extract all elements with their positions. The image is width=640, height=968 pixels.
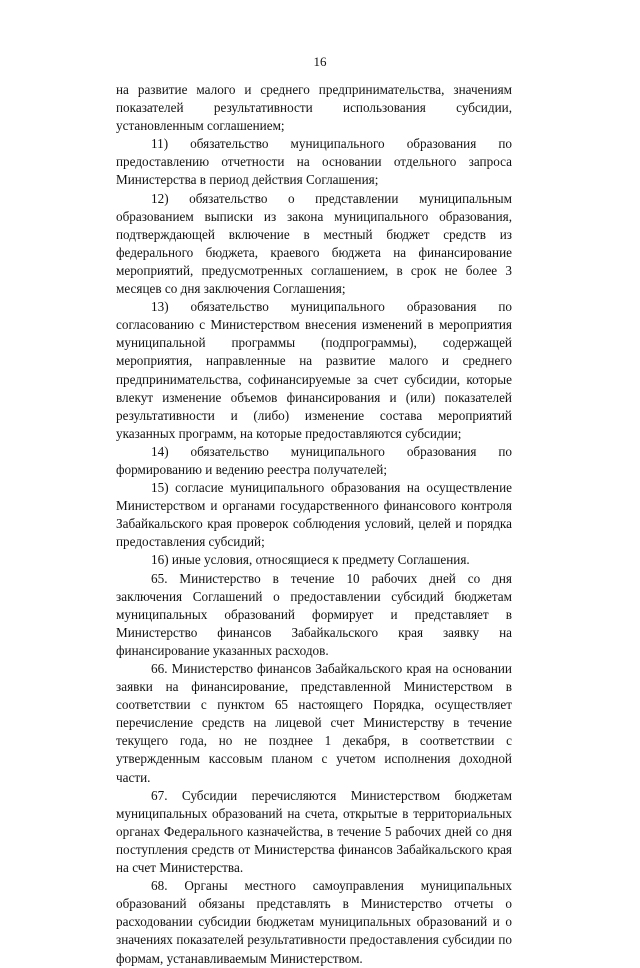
paragraph-item-13: 13) обязательство муниципального образования по согласованию с Министерством внесения изменений в мероприятия муниципальной программы (подпрограммы), содержащей мероприятия, направленные на развитие малого и среднего предпринимательства, софинансируемые за счет субсидии, которые влекут изменение объемов финансирования и (или) показателей результативности и (либо) изменение состава мероприятий указанных программ, на которые предоставляются субсидии; [116,299,512,441]
paragraph-clause-67: 67. Субсидии перечисляются Министерством бюджетам муниципальных образований на счета, открытые в территориальных органах Федерального казначейства, в течение 5 рабочих дней со дня поступления средств от Министерства финансов Забайкальского края на счет Министерства. [116,787,512,876]
paragraph-item-11: 11) обязательство муниципального образования по предоставлению отчетности на основании отдельного запроса Министерства в период действия Соглашения; [116,136,512,188]
paragraph-clause-68: 68. Органы местного самоуправления муниципальных образований обязаны представлять в Министерство отчеты о расходовании субсидии бюджетам муниципальных образований и о значениях показателей результативности предоставления субсидии по формам, устанавливаемым Министерством. [116,878,512,966]
paragraph-clause-65: 65. Министерство в течение 10 рабочих дней со дня заключения Соглашений о предоставлении субсидий бюджетам муниципальных образований формирует и представляет в Министерство финансов Забайкальского края заявку на финансирование указанных расходов. [116,570,512,658]
paragraph-item-12: 12) обязательство о представлении муниципальным образованием выписки из закона муниципального образования, подтверждающей включение в местный бюджет средств из федерального бюджета, краевого бюджета на финансирование мероприятий, предусмотренных соглашением, в срок не более 3 месяцев со дня заключения Соглашения; [116,190,512,297]
paragraph-item-16: 16) иные условия, относящиеся к предмету Соглашения. [151,552,470,568]
paragraph-clause-66: 66. Министерство финансов Забайкальского края на основании заявки на финансирование, представленной Министерством в соответствии с пунктом 65 настоящего Порядка, осуществляет перечисление средств на лицевой счет Министерству в течение текущего года, но не позднее 1 декабря, в соответствии с утвержденным кассовым планом с учетом исполнения доходной части. [116,661,512,785]
document-body [116,81,512,968]
paragraph-continuation: на развитие малого и среднего предпринимательства, значениям показателей результативности использования субсидии, установленным соглашением; [116,82,512,134]
paragraph-item-15: 15) согласие муниципального образования на осуществление Министерством и органами государственного финансового контроля Забайкальского края проверок соблюдения условий, целей и порядка предоставления субсидий; [116,480,512,550]
paragraph-item-14: 14) обязательство муниципального образования по формированию и ведению реестра получателей; [116,443,512,477]
page-number: 16 [313,54,327,69]
